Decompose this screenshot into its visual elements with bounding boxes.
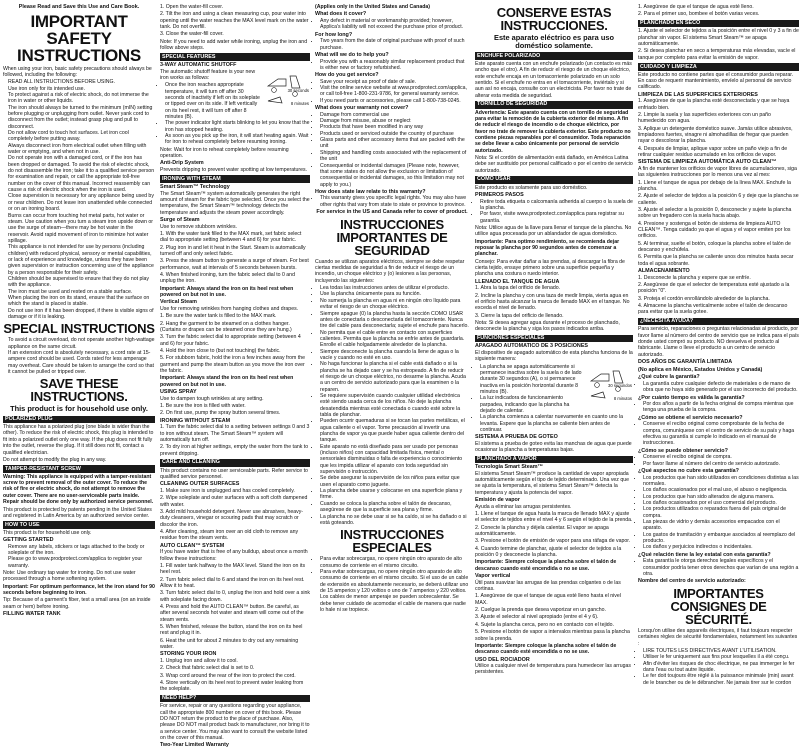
list-item: • Do not operate iron with a damaged cord, or if the iron has been dropped or damaged. To avoid the risk of electric shock, do not disassemble the iron; take it to a qualified service person for examination and repair, or call the appropriate toll-free number on the cover of this manual. Incorrect reassembly can cause a risk of electric shock when the iron is used. xyxy=(8,155,155,193)
list-item: • Damage from commercial use xyxy=(320,112,469,118)
cleaning-step: 2. Wipe soleplate and outer surfaces with a soft cloth dampened with water. xyxy=(160,495,308,508)
surge-text: Use to remove stubborn wrinkles. xyxy=(160,223,237,230)
screw-text-es: Advertencia: Este aparato cuenta con un tornillo de seguridad para evitar la remoción de la cubierta exterior del mismo. A fin de reducir el riesgo de incendio o de choque eléctrico, por favor no trate de remover la cubierta exterior. Este producto no contiene piezas reparables por el consumidor. Toda reparación se debe llevar a cabo únicamente por personal de servicio autorizado. xyxy=(475,109,631,154)
fill-step: 1. Open the water-fill cover. xyxy=(160,4,224,10)
list-item: • Cuando se coloca la plancha sobre el talón de descanso, asegúrese de que la superficie sea plana y firme. xyxy=(320,501,469,514)
list-item: • The power indicator light starts blinking to let you know that the iron has stopped heating. xyxy=(165,120,310,133)
auto-clean-step: 3. Turn fabric select dial to 0, unplug the iron and hold over a sink with soleplate facing down. xyxy=(160,590,310,603)
list-item: • Provide you with a reasonably similar replacement product that is either new or factory refurbished. xyxy=(320,59,469,72)
fig-caption-b: 8 minutes xyxy=(290,100,309,106)
autoclean-text-es: A fin de mantener los orificios de vapor libres de acumulaciones, siga las siguientes instrucciones por lo menos una vez al mes: xyxy=(638,165,797,179)
plug-text-es: Este aparato cuenta con un enchufe polarizado (un contacto es más ancho que el otro). A fin de reducir el riesgo de un choque eléctrico, este enchufe encaja en un tomacorriente polarizado en un solo sentido. Si el enchufe no entra en el tomacorriente, inviértalo y si aun así no encaja, consulte con un electricista. Por favor no trate de alterar esta medida de seguridad. xyxy=(475,60,632,99)
tamper-text: Warning: This appliance is equipped with a tamper-resistant screw to prevent removal of the outer cover. To reduce the risk of fire or electric shock, do not attempt to remove the outer cover. There are no user-serviceable parts inside. Repair should be done only by authorized service personnel. xyxy=(3,473,154,506)
column-4 xyxy=(475,4,633,676)
seco-heading: PLANCHADO EN SECO xyxy=(638,20,799,28)
warranty-q-service: How do you get service? xyxy=(315,72,379,79)
list-item: • Los daños ocasionados por el mal uso, el abuso o negligencia. xyxy=(643,487,799,493)
seco-step: 2. Si desea planchar en seco a temperaturas más elevadas, vacíe el tanque por completo para evitar la emisión de vapor. xyxy=(638,48,796,61)
filling-heading: FILLING WATER TANK xyxy=(3,611,61,618)
shutoff-note: Note: Wait for iron to reheat completely before resuming operation. xyxy=(160,146,289,160)
funciones-heading: FUNCIONES ESPECIALES xyxy=(475,335,633,343)
how-to-intro: This product is for household use only. xyxy=(3,529,92,536)
vertical-step: 5. For stubborn fabric, hold the iron a few inches away from the garment and pump the steam button as you move the iron over the fabric. xyxy=(160,355,306,374)
special-instructions-title: SPECIAL INSTRUCTIONS xyxy=(3,321,155,337)
list-item: • Products that have been modified in any way xyxy=(320,124,469,130)
screw-note-es: Nota: Si el cordón de alimentación está dañado, en América Latina debe ser sustituido por personal calificado o por el centro de servicio autorizado. xyxy=(475,154,633,174)
smart-steam-text-es: El sistema Smart Steam™ produce la cantidad de vapor apropiada automáticamente según el tipo de tejido determinado. Una vez que se ajusta la temperatura, el sistema Smart Steam™ detecta la temperatura y ajusta la potencia del vapor. xyxy=(475,470,629,496)
limpieza-step: 3. Aplique un detergente doméstico suave. Jamás utilice abrasivos, limpiadores fuertes, vinagre ni almohadillas de fregar que pueden rayar o descolorar la plancha. xyxy=(638,125,793,145)
vertical-step: 3. Turn the fabric select dial to appropriate setting (between 4 and 6) for your fabric. xyxy=(160,334,301,347)
vertical-step: 4. Hold the iron close to (but not touching) the fabric. xyxy=(160,347,281,354)
almacenamiento-heading: ALMACENAMIENTO xyxy=(638,268,690,275)
list-item: • Los productos que han sido utilizados en condiciones distintas a las normales. xyxy=(643,475,799,488)
care-text: This product contains no user serviceable parts. Refer service to qualified service personnel. xyxy=(160,467,308,480)
list-item: • Once the iron reaches appropriate temperature, it will turn off after 30 seconds of inactivity if left on its soleplate or tipped over on its side. If left vertically on its heel rest, it will turn off after 8 minutes (B). xyxy=(165,82,310,120)
tip-note: Tip: Because of a garment's fiber, test a small area (on an inside seam or hem) before ironing. xyxy=(3,597,151,610)
auto-clean-step: 4. Press and hold the AUTO CLEAN™ button. Be careful, as after several seconds hot water and steam will come out of the steam vents. xyxy=(160,603,304,623)
spray-step: 2. On first use, pump the spray button several times. xyxy=(160,410,281,417)
auto-clean-step: 2. Turn fabric select dial to 6 and stand the iron on its heel rest. Allow it to heat. xyxy=(160,576,305,589)
special-title-es: INSTRUCCIONES ESPECIALES xyxy=(340,527,444,556)
list-item: • To protect against a risk of electric shock, do not immerse the iron in water or other liquids. xyxy=(8,92,155,105)
rociador-text: Utilice a cualquier nivel de temperatura para humedecer las arrugas persistentes. xyxy=(475,663,631,676)
column-3 xyxy=(315,4,469,613)
column-2 xyxy=(160,4,310,749)
not-cover-list xyxy=(315,112,469,188)
apagado-text: El dispositivo de apagado automático de esta plancha funciona de la siguiente manera: xyxy=(475,349,633,363)
safety-intro-es: Cuando se utilizan aparatos eléctricos, siempre se debe respetar ciertas medidas de seguridad a fin de reducir el riesgo de un incendio, un choque eléctrico y (o) lesiones a las personas, incluyendo las siguientes: xyxy=(315,258,465,284)
anti-drip-heading: Anti-Drip System xyxy=(160,160,204,167)
service-list xyxy=(315,79,469,104)
list-item: • READ ALL INSTRUCTIONS BEFORE USING. xyxy=(8,79,155,85)
autoclean-heading-es: SISTEMA DE LIMPIEZA AUTOMÁTICA AUTO CLEAN™ xyxy=(638,159,777,166)
list-item: • Siempre desconecte la plancha cuando la llene de agua o la vacíe y cuando no esté en uso. xyxy=(320,349,469,362)
tamper-screw-heading: TAMPER-RESISTANT SCREW xyxy=(3,465,155,473)
spray-heading: USING SPRAY xyxy=(160,389,197,395)
list-item: • No haga funcionar la plancha si el cable está dañado o si la plancha se ha dejado caer y se ha estropeado. A fin de reducir el riesgo de un choque eléctrico, no desarme la plancha. Acuda a un centro de servicio autorizado para que la examinen o la reparen. xyxy=(320,361,469,393)
seco-step: 1. Ajuste el selector de tejidos a la posición entre el nivel 0 y 3 a fin de planchar sin vapor. El sistema Smart Steam™ se apaga automáticamente. xyxy=(638,28,799,47)
list-item: • La plancha se apaga automáticamente si permanece inactiva sobre la suela o de lado durante 30 segundos (A), o si permanece inactiva en la posición horizontal durante 8 minutos (B). xyxy=(480,364,633,396)
importante-es: Importante: Para optimo rendimiento, se recomienda dejar reposar la plancha por 90 segundos antes de comenzar a planchar. xyxy=(475,238,620,258)
safety-list-fr xyxy=(638,648,799,686)
list-item: • The iron must be used and rested on a stable surface. xyxy=(8,289,155,295)
list-item: • Do not use iron if it has been dropped, if there is visible signs of damage or if it is leaking. xyxy=(8,308,155,321)
list-item: • Los daños y perjuicios indirectos o incidentales. xyxy=(643,544,799,550)
safety-intro: When using your iron, basic safety precautions should always be followed, including the following: xyxy=(3,65,152,78)
fill-step: 3. Close the water-fill cover. xyxy=(160,31,224,38)
storing-step: 3. Wrap cord around the rear of the iron to protect the cord. xyxy=(160,672,296,679)
limpieza-heading: LIMPIEZA DE LAS SUPERFICIES EXTERIORES xyxy=(638,91,758,98)
apagado-heading: APAGADO AUTOMATICO DE 3 POSICIONES xyxy=(475,343,589,350)
polarized-text: This appliance has a polarized plug (one blade is wider than the other). To reduce the risk of electric shock, this plug is intended to fit into a polarized outlet only one way. If the plug does not fit fully into the outlet, reverse the plug. If it still does not fit, contact a qualified electrician. xyxy=(3,424,154,456)
list-item: • La garantía cubre cualquier defecto de materiales o de mano de obra que no haya sido generado por el uso incorrecto del producto. xyxy=(643,381,799,394)
garantia-q4: ¿Cómo se puede obtener servicio? xyxy=(638,447,728,454)
storing-step: 2. Check that fabric select dial is set to 0. xyxy=(160,665,255,672)
vertical-step-es: 5. Presione el botón de vapor a intervalos mientras pasa la plancha sobre la prenda. xyxy=(475,629,630,642)
primeros-list xyxy=(475,199,633,224)
list-item: • Los daños ocasionados por el uso comercial del producto. xyxy=(643,500,799,506)
almacenamiento-step: 4. Almacene la plancha verticalmente sobre el talón de descanso para evitar que la suela gotee. xyxy=(638,303,788,316)
list-item: • The iron should always be turned to the minimum (mIN) setting before plugging or unplugging from outlet. Never yank cord to disconnect from the outlet; instead grasp plug and pull to disconnect. xyxy=(8,105,155,130)
list-item: • To avoid a circuit overload, do not operate another high-wattage appliance on the same circuit. xyxy=(8,337,155,350)
primeros-heading: PRIMEROS PASOS xyxy=(475,191,524,198)
list-item: • Damage from misuse, abuse or neglect xyxy=(320,118,469,124)
special-features-heading: SPECIAL FEATURES xyxy=(160,53,310,61)
cuidado-text: Este producto no contiene partes que el consumidor pueda reparar. En caso de requerir mantenimiento, envíelo al personal de servicio calificado. xyxy=(638,71,794,91)
list-item: • This appliance is not intended for use by persons (including children) with reduced physical, sensory or mental capabilities, or lack of experience and knowledge, unless they have been given supervision or instruction concerning use of the appliance by a person responsible for their safety. xyxy=(8,244,155,276)
list-item: • Los productos utilizados o reparados fuera del país original de compra. xyxy=(643,506,799,519)
warranty-q-cover: What does it cover? xyxy=(315,11,367,18)
list-item: • Esta garantía le otorga derechos legales específicos y el consumidor podría tener otros derechos que varían de una región a otra. xyxy=(643,558,799,577)
limpieza-step: 2. Limpie la suela y las superficies exteriores con un paño humedecido con agua. xyxy=(638,111,771,125)
polarized-plug-heading: POLARIZED PLUG xyxy=(3,416,155,424)
shutoff-figure xyxy=(264,70,310,108)
importante-2: Importante: Siempre coloque la plancha sobre el talón de descanso cuando esté encendida o no se use. xyxy=(475,559,617,572)
shutoff-text: The automatic shutoff feature is your new iron works as follows: xyxy=(160,68,256,81)
warranty-q-howlong: For how long? xyxy=(315,31,353,38)
need-help-text: For service, repair or any questions regarding your appliance, call the appropriate 800 number on cover of this book. Please DO NOT return the product to the place of purchase. Also, please DO NOT mail product back to manufacturer, nor bring it to a service center. You may also want to consult the website listed on the cover of this manual. xyxy=(160,703,310,741)
autoclean-step-es: 4. Presione y sostenga el botón de sistema de limpieza AUTO CLEAN™. Tenga cuidado ya que el agua y el vapor emiten por los orificios. xyxy=(638,220,791,240)
vertical-step-es: 3. Ajuste el selector al nivel apropiado (entre el 4 y 6). xyxy=(475,614,599,621)
list-item: • Las piezas de vidrio y demás accesorios empacados con el aparato. xyxy=(643,519,799,532)
list-item: • Children should be supervised to ensure that they do not play with the appliance. xyxy=(8,276,155,289)
storing-heading: STORING YOUR IRON xyxy=(160,651,217,658)
auto-clean-heading: AUTO CLEAN™ SYSTEM xyxy=(160,542,225,549)
autoclean-step-es: 6. Permita que la plancha se caliente unos dos minutos hasta secar toda el agua sobrante. xyxy=(638,254,794,267)
list-item: • Burns can occur from touching hot metal parts, hot water or steam. Use caution when you turn a steam iron upside down or use the surge of steam—there may be hot water in the reservoir. Avoid rapid movement of iron to minimize hot water spillage. xyxy=(8,213,155,245)
safety-intro-fr: Lorsqu'on utilise des appareils électriques, il faut toujours respecter certaines règles de sécurité fondamentales, notamment les suivantes : xyxy=(638,627,798,647)
vertical-step: 1. Be sure the water tank is filled to the MAX mark. xyxy=(160,313,277,320)
list-item: • Los gastos de tramitación y embarque asociados al reemplazo del producto. xyxy=(643,532,799,545)
storing-step: 4. Store vertically on its heel rest to prevent water leaking from the soleplate. xyxy=(160,679,304,693)
screw-heading-es: TORNILLO DE SEGURIDAD xyxy=(475,101,633,109)
list-item: • Close supervision is necessary for any appliance being used by or near children. Do not leave iron unattended while connected or on an ironing board. xyxy=(8,193,155,212)
fig-caption-a: 30 seconds xyxy=(287,87,309,93)
household-note: This product is for household use only. xyxy=(10,404,148,414)
list-item: • Retire toda etiqueta o calcomanía adherida al cuerpo o la suela de la plancha. xyxy=(480,199,633,212)
fig-caption-a: 30 segundos xyxy=(608,382,632,388)
column-5 xyxy=(638,4,799,686)
consejo-es: Consejo: Para evitar dañar a las prendas, al descargar la fibra de cierta tejido, ensaye primero sobre una superficie pequeña y plancha una costura o ruedo interior. xyxy=(475,258,625,278)
keep-note: Please Read and Save this Use and Care Book. xyxy=(18,4,140,10)
garantia-q2: ¿Por cuánto tiempo es válida la garantía? xyxy=(638,394,745,401)
sistema-text: El sistema a prueba de goteo evita las manchas de agua que puede ocasionar la plancha a temperaturas bajas. xyxy=(475,440,632,454)
getting-started-heading: GETTING STARTED xyxy=(3,537,54,544)
list-item: • As soon as you pick up the iron, it will start heating again. Wait for iron to reheat completely before resuming ironing. xyxy=(165,133,310,146)
list-item: • Pueden ocurrir quemaduras si se tocan las partes metálicas, el agua caliente o el vapor. Tome precaución al invertir una plancha de vapor ya que puede haber agua caliente dentro del tanque. xyxy=(320,418,469,443)
autoclean-step-es: 2. Ajuste el selector de tejidos a la posición 6 y deje que la plancha se caliente. xyxy=(638,193,799,206)
warranty-q-notcover: What does your warranty not cover? xyxy=(315,105,409,112)
list-item: • La plancha debe usarse y colocarse en una superficie plana y firme. xyxy=(320,488,469,501)
ironing-steam-heading: IRONING WITH STEAM xyxy=(160,175,310,183)
list-item: • Please go to www.prodprotect.com/applica to register your warranty. xyxy=(8,556,155,569)
safety-list xyxy=(3,79,155,320)
nota-llenado: Nota: Si desea agregar agua durante el proceso de planchado, desconecte la plancha y siga los pasos indicados arriba. xyxy=(475,319,620,333)
emision-step: 4. Cuando termine de planchar, ajuste el selector de tejidos a la posición 0 y desconecte la plancha. xyxy=(475,545,622,559)
garantia-heading: DOS AÑOS DE GARANTÍA LIMITADA xyxy=(638,359,733,366)
list-item: • No permita que el cable entre en contacto con superficies calientes. Permita que la plancha se enfríe antes de guardarla. Enrolle el cable holgadamente alrededor de la plancha. xyxy=(320,330,469,349)
necesita-heading: ¿NECESITA AYUDA? xyxy=(638,318,799,326)
list-item: • Por favor, visite www.prodprotect.com/applica para registrar su garantía. xyxy=(480,211,633,224)
tamper-text-2: This product is protected by patents pending in the United States and registered in Latin America by an authorized service center. xyxy=(3,506,152,519)
warranty-heading: Two-Year Limited Warranty xyxy=(160,742,229,749)
cleaning-heading: CLEANING OUTER SURFACES xyxy=(160,481,240,488)
almacenamiento-step: 2. Asegúrese de que el selector de temperatura esté ajustado a la posición "0". xyxy=(638,282,790,295)
safety-list-es xyxy=(315,285,469,526)
vertical-text: Use for removing wrinkles from hanging clothes and drapes. xyxy=(160,305,299,312)
emision-heading: Emisión de vapor xyxy=(475,497,520,504)
list-item: • Este aparato no está diseñado para ser usado por personas (incluso niños) con capacidad limitada física, mental o sensoriales disminuidas o falta de experiencia o conocimiento que les impida utilizar el aparato con toda seguridad sin supervisión o instrucción. xyxy=(320,444,469,476)
fill-note: Note: If you need to add water while ironing, unplug the iron and follow above steps. xyxy=(160,38,308,52)
list-item: • This warranty gives you specific legal rights. You may also have other rights that vary from state to state or province to province. xyxy=(320,195,469,208)
emision-step: 3. Presione el botón de emisión de vapor para una ráfaga de vapor. xyxy=(475,538,631,545)
warranty-q-help: What will we do to help you? xyxy=(315,51,389,58)
llenado-step: 2. Incline la plancha y con una taza de medir limpia, vierta agua en el orificio hasta alcanzar la marca de llenado MAX en el tanque. No exceda el nivel de llenado. xyxy=(475,292,630,312)
cuidado-heading: CUIDADO Y LIMPIEZA xyxy=(638,63,799,71)
polarized-text-2: Do not attempt to modify the plug in any way. xyxy=(3,456,107,463)
auto-shutoff-heading: 3-WAY AUTOMATIC SHUTOFF xyxy=(160,62,237,68)
smart-steam-heading-es: Tecnología Smart Steam™ xyxy=(475,464,543,471)
autoclean-step-es: 1. Llene el tanque de agua por debajo de la línea MAX. Enchufe la plancha. xyxy=(638,179,791,192)
special-list xyxy=(3,337,155,375)
list-item: • If you need parts or accessories, please call 1-800-738-0245. xyxy=(320,98,469,104)
cleaning-step: 4. After cleaning, steam iron over an old cloth to remove any residue from the steam vents. xyxy=(160,528,299,542)
surge-step: 4. When finished ironing, turn the fabric select dial to 0 and unplug the iron. xyxy=(160,271,295,285)
garantia-q1: ¿Qué cubre la garantía? xyxy=(638,374,700,381)
list-item: • Products used or serviced outside the country of purchase xyxy=(320,131,469,137)
rociador-step: 1. Asegúrese de que el tanque de agua esté lleno. xyxy=(638,4,754,10)
surge-heading: Surge of Steam xyxy=(160,216,200,223)
como-usar-text: Este producto es solamente para uso doméstico. xyxy=(475,184,588,191)
list-item: • Por dos años a partir de la fecha original de compra mientras que tenga una prueba de la compra. xyxy=(643,401,799,414)
cleaning-step: 1. Make sure iron is unplugged and has cooled completely. xyxy=(160,487,295,494)
list-item: • LIRE TOUTES LES DIRECTIVES AVANT L'UTILISATION. xyxy=(643,648,799,654)
conserve-sub: Este aparato eléctrico es para uso doméstico solamente. xyxy=(494,33,614,51)
list-item: • Use iron only for its intended use. xyxy=(8,86,155,92)
care-heading: CARE AND CLEANING xyxy=(160,459,310,467)
almacenamiento-step: 1. Desconecte la plancha y espere que se enfríe. xyxy=(638,274,751,281)
list-item: • When placing the iron on its stand, ensure that the surface on which the stand is placed is stable. xyxy=(8,295,155,308)
spray-step: Use to dampen tough wrinkles at any setting. xyxy=(160,395,264,402)
surge-step: 1. With the water tank filled to the MAX mark, set fabric select dial to appropriate setting (between 4 and 6) for your fabric. xyxy=(160,230,302,244)
list-item: • Afin d'éviter les risques de choc électrique, ne pas immerger le fer dans l'eau ou tout autre liquide. xyxy=(643,661,799,674)
autoclean-step-es: 3. Ajuste el selector a la posición 0, desconecte y sujete la plancha sobre un fregadero con la suela hacia abajo. xyxy=(638,206,792,220)
spray-step: 1. Be sure the iron is filled with water. xyxy=(160,402,246,409)
vapor-heading: PLANCHADO A VAPOR xyxy=(475,456,633,464)
autoclean-step-es: 5. Al terminar, suelte el botón, coloque la plancha sobre el talón de descanso y enchúfela. xyxy=(638,240,791,254)
column-1 xyxy=(3,4,155,618)
como-usar-heading: COMO USAR xyxy=(475,176,633,184)
garantia-q5: ¿Qué aspectos no cubre esta garantía? xyxy=(638,468,739,475)
surge-step: 3. Press the steam button to generate a surge of steam. For best performance, wait at intervals of 5 seconds between bursts. xyxy=(160,258,309,271)
auto-clean-step: 1. Fill water tank halfway to the MAX level. Stand the iron on its heel rest. xyxy=(160,562,306,576)
importante-3: Importante: Siempre coloque la plancha sobre el talón de descanso cuando esté encendida o no se use. xyxy=(475,642,617,656)
vertical-steam-heading: Vertical Steam xyxy=(160,299,197,306)
fill-step: 2. Tilt the iron and using a clean measuring cup, pour water into opening until the water reaches the MAX level mark on the water tank. Do not overfill. xyxy=(160,11,309,31)
list-item: • Le fer doit toujours être réglé à la puissance minimale (min) avant de le brancher ou de le débrancher. Ne jamais tirer sur le cordon xyxy=(643,673,799,686)
list-item: • Glass parts and other accessory items that are packed with the unit xyxy=(320,137,469,150)
plug-heading-es: ENCHUFE POLARIZADO xyxy=(475,52,633,60)
important-note: Important: For optimum performance, let the iron stand for 90 seconds before beginning to iron. xyxy=(3,583,155,597)
vertical-step: 2. Hang the garment to be steamed on a clothes hanger. (Curtains or drapes can be steamed once they are hung.) xyxy=(160,320,292,333)
list-item: • Always disconnect iron from electrical outlet when filling with water or emptying, and when not in use. xyxy=(8,143,155,156)
no-steam-heading: IRONING WITHOUT STEAM xyxy=(160,417,231,424)
garantia-q5-list xyxy=(638,475,799,551)
auto-clean-step: 6. Heat the unit for about 2 minutes to dry out any remaining water. xyxy=(160,637,299,650)
service-note: For service in the US and Canada refer to cover of product. xyxy=(316,209,468,216)
list-item: • Consequential or incidental damages (Please note, however, that some states do not allow the exclusion or limitation of consequential or incidental damages, so this limitation may not apply to you.) xyxy=(320,163,469,188)
list-item: • Para evitar sobrecargas, no opere ningún otro aparato de alto consumo de corriente en el mismo circuito. Si el uso de un cable de extensión es absolutamente necesario, se deberá utilizar uno de 15 amperios y 120 voltios o uno de 7 amperios y 220 voltios. Los cables de menor amperaje se pueden sobrecalentar. Se debe tener cuidado de acomodar el cable de manera que nadie lo hale ni se tropiece. xyxy=(320,569,469,613)
auto-clean-text: If you have water that is free of any buildup, about once a month follow these instructions: xyxy=(160,549,308,562)
no-steam-text: 1. Turn the fabric select dial to a setting between settings 0 and 3 to iron without steam. The Smart Steam™ system will automatically turn off. xyxy=(160,424,310,443)
llenado-step: 3. Cierre la tapa del orificio de llenado. xyxy=(475,312,564,319)
cleaning-step: 3. Add mild household detergent. Never use abrasives, heavy-duty cleansers, vinegar or scouring pads that may scratch or discolor the iron. xyxy=(160,508,304,528)
limpieza-step: 1. Asegúrese de que la plancha esté desconectada y que se haya enfriado bien. xyxy=(638,98,790,111)
no-steam-text-2: 2. To dry iron at higher settings, empty the water from the tank to prevent dripping. xyxy=(160,444,309,457)
vertical-important: Important: Always stand the iron on its heel rest when powered on but not in use. xyxy=(160,375,294,388)
smart-steam-heading: Smart Steam™ Technology xyxy=(160,183,230,190)
list-item: • Visit the online service website at www.prodprotect.com/applica, or call toll-free 1-800-231-9786, for general warranty service. xyxy=(320,85,469,98)
list-item: • If an extension cord is absolutely necessary, a cord rate at 15-ampere cord should be used. Cords rated for less amperage may overheat. Care should be taken to arrange the cord so that it cannot be pulled or tripped over. xyxy=(8,350,155,375)
emision-step: 2. Conecte la plancha y déjela calentar. El vapor se apaga automáticamente. xyxy=(475,524,609,538)
list-item: • Siempre apague (0) la plancha hasta la sección COMO USAR antes de conectarla o desconectarla del tomacorriente. Nunca tire del cable para desconectarla; sujete el enchufe para hacerlo. xyxy=(320,311,469,330)
list-item: • Save your receipt as proof of date of sale. xyxy=(320,79,469,85)
garantia-sub: (No aplica en México, Estados Unidos y Canadá) xyxy=(638,366,763,373)
rociador-heading: USO DEL ROCIADOR xyxy=(475,656,530,663)
list-item: • La luz indicadora de funcionamiento parpadea, indicando que la plancha ha dejado de calentar. xyxy=(480,395,633,414)
list-item: • Do not allow cord to touch hot surfaces. Let iron cool completely before putting away. xyxy=(8,130,155,143)
list-item: • Two years from the date of original purchase with proof of such purchase. xyxy=(320,38,469,51)
apagado-figure xyxy=(587,365,633,403)
nota-agua: Nota: Utilice agua de la llave para llenar el tanque de la plancha. No utilice agua procesada por un ablandador de agua doméstico. xyxy=(475,224,632,238)
garantia-q3: ¿Cómo se obtiene el servicio necesario? xyxy=(638,414,743,421)
llenado-heading: LLENADO EL TANQUE DE AGUA xyxy=(475,278,560,285)
list-item: • Any defect in material or workmanship provided; however, Applica's liability will not exceed the purchase price of product. xyxy=(320,18,469,31)
need-help-heading: NEED HELP? xyxy=(160,695,310,703)
list-item: • No sumerja la plancha en agua ni en ningún otro líquido para evitar el riesgo de un choque eléctrico. xyxy=(320,298,469,311)
garantia-q6: ¿Qué relación tiene la ley estatal con esta garantía? xyxy=(638,551,771,558)
vertical-step-es: 4. Sujete la plancha cerca, pero no en contacto con el tejido. xyxy=(475,621,615,628)
getting-started-list xyxy=(3,544,155,569)
fig-caption-b: 8 minutos xyxy=(613,395,632,401)
emision-step: 1. Llene el tanque de agua hasta la marca de llenado MAX y ajuste el selector de tejidos entre el nivel 4 y 6 según el tejido de la prenda. xyxy=(475,511,633,524)
vertical-text-es: Útil para suavizar las arrugas de las prendas colgantes o de las cortinas. xyxy=(475,579,621,593)
surge-step: 2. Plug iron in and let it heat in the Start. Steam is automatically turned off and only select fabric. xyxy=(160,244,306,257)
list-item: • Se debe asegurar la supervisión de los niños para evitar que usen el aparato como juguete. xyxy=(320,475,469,488)
sistema-heading: SISTEMA A PRUEBA DE GOTEO xyxy=(475,434,558,441)
necesita-text: Para servicio, reparaciones o preguntas relacionadas al producto, por favor llame al número del centro de servicio que se indica para el país donde usted compró su producto. NO devuelva el producto al fabricante. Llame o lleve el producto a un centro de servicio autorizado. xyxy=(638,326,799,358)
emision-text: Ayuda a eliminar las arrugas persistentes. xyxy=(475,503,572,510)
list-item: • La plancha comienza a calentar nuevamente en cuanto uno la levanta. Espere que la plancha se caliente bien antes de continuar. xyxy=(480,414,633,433)
list-item: • Por favor llame al número del centro de servicio autorizado. xyxy=(643,461,799,467)
vertical-heading-es: Vapor vertical xyxy=(475,573,511,580)
safety-title-fr: IMPORTANTES CONSIGNES DE SÉCURITÉ. xyxy=(670,585,767,627)
safety-title: IMPORTANT SAFETY INSTRUCTIONS xyxy=(17,11,141,65)
rociador-step: 2. Para el primer uso, bombee el botón varias veces. xyxy=(638,11,760,18)
list-item: • La plancha no se debe usar si se ha caído, si se ha dañado o si está goteando. xyxy=(320,514,469,527)
how-to-use-heading: HOW TO USE xyxy=(3,521,155,529)
auto-clean-step: 5. When finished, release the button, stand the iron on its heel rest and plug it in. xyxy=(160,623,303,637)
list-item: • Para evitar sobrecargas, no opere ningún otro aparato de alto consumo de corriente en el mismo circuito. xyxy=(320,556,469,569)
list-item: • Shipping and handling costs associated with the replacement of the unit xyxy=(320,150,469,163)
warranty-q-statelaw: How does state law relate to this warranty? xyxy=(315,188,426,195)
llenado-step: 1. Abra la tapa del orificio de llenado. xyxy=(475,285,561,292)
limpieza-step: 4. Después de limpiar, aplique vapor sobre un paño viejo a fin de retirar cualquier residuo acumulado en los orificios de vapor. xyxy=(638,145,788,158)
water-note: Note: Use ordinary tap water for ironing. Do not use water processed through a home softening system. xyxy=(3,570,136,583)
storing-step: 1. Unplug iron and allow it to cool. xyxy=(160,657,238,664)
smart-steam-text: The Smart Steam™ system automatically generates the right amount of steam for the fabric type selected. Once you select the temperature, the Smart Steam™ technology detects the temperature and adjusts the steam power accordingly. xyxy=(160,190,310,216)
list-item: • Use la plancha únicamente para su función. xyxy=(320,291,469,297)
list-item: • Los productos que han sido alterados de alguna manera. xyxy=(643,494,799,500)
list-item: • Lea todas las instrucciones antes de utilizar el producto. xyxy=(320,285,469,291)
warranty-applies: (Applies only in the United States and Canada) xyxy=(315,4,431,10)
conserve-title: CONSERVE ESTAS INSTRUCCIONES. xyxy=(496,5,612,33)
save-title: SAVE THESE INSTRUCTIONS. xyxy=(30,376,128,405)
surge-important: Important: Always stand the iron on its heel rest when powered on but not in use. xyxy=(160,285,294,298)
almacenamiento-step: 3. Proteja el cordón enrollándolo alrededor de la plancha. xyxy=(638,295,770,302)
centro-servicio-note: Nombre del centro de servicio autorizado: xyxy=(638,578,746,585)
safety-title-es: INSTRUCCIONES IMPORTANTES DE SEGURIDAD xyxy=(336,216,448,258)
list-item: • Conserve el recibo original como comprobante de la fecha de compra, comuníquese con el centro de servicio de su país y haga efectiva su garantía si cumple lo indicado en el manual de instrucciones. xyxy=(643,421,799,446)
list-item: • Conserve el recibo original de compra. xyxy=(643,454,799,460)
list-item: • Se requiere supervisión cuando cualquier utilidad electrónica esté siendo usada cerca de los niños. No deje la plancha desatendida mientras esté conectada o cuando esté sobre la tabla de planchar. xyxy=(320,393,469,418)
list-item: • Utiliser le fer uniquement aux fins pour lesquelles il a été conçu. xyxy=(643,654,799,660)
special-list-es xyxy=(315,556,469,613)
list-item: • Remove any labels, stickers or tags attached to the body or soleplate of the iron. xyxy=(8,544,155,557)
vertical-step-es: 1. Asegúrese de que el tanque de agua esté lleno hasta el nivel MAX. xyxy=(475,593,621,606)
vertical-step-es: 2. Cuelgue la prenda que desea vaporizar en un gancho. xyxy=(475,607,606,614)
anti-drip-text: Prevents dripping to prevent water spotting at low temperatures. xyxy=(160,167,308,173)
